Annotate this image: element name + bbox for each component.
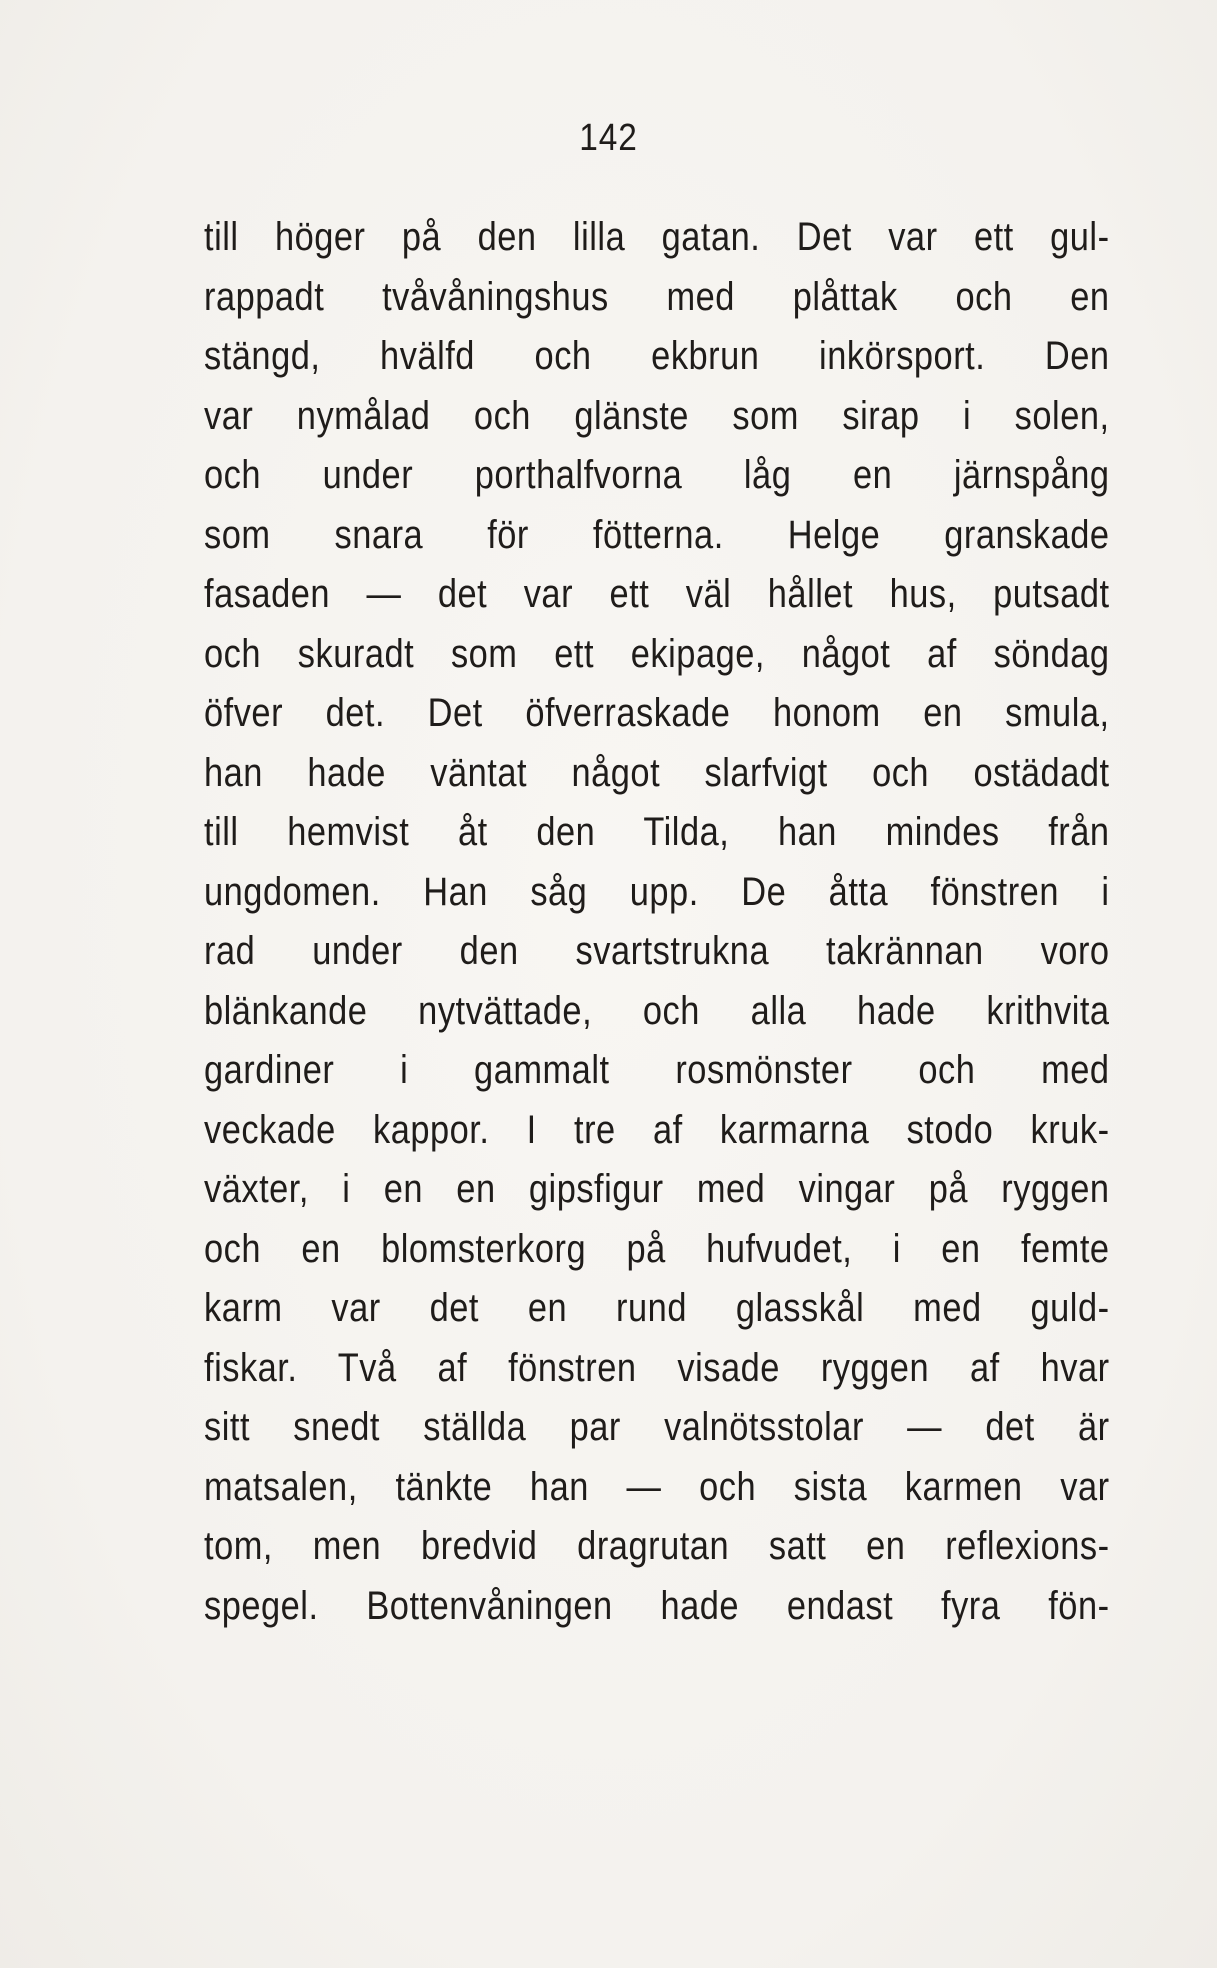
- text-line: till hemvist åt den Tilda, han mindes från: [204, 810, 1110, 854]
- text-line: tom, men bredvid dragrutan satt en reflexions-: [204, 1524, 1110, 1568]
- page-number: 142: [579, 117, 638, 159]
- text-line: blänkande nytvättade, och alla hade krithvita: [204, 988, 1110, 1033]
- text-line: till höger på den lilla gatan. Det var ett gul-: [204, 215, 1110, 259]
- text-line: fasaden — det var ett väl hållet hus, putsadt: [204, 572, 1110, 616]
- text-line: spegel. Bottenvåningen hade endast fyra fön-: [204, 1583, 1110, 1628]
- text-line: ungdomen. Han såg upp. De åtta fönstren i: [204, 869, 1110, 914]
- text-line: öfver det. Det öfverraskade honom en smula,: [204, 691, 1110, 735]
- body-text: [204, 208, 1110, 1636]
- text-line: och under porthalfvorna låg en järnspång: [204, 453, 1110, 497]
- text-line: karm var det en rund glasskål med guld-: [204, 1286, 1110, 1330]
- text-line: var nymålad och glänste som sirap i solen,: [204, 393, 1110, 438]
- text-line: gardiner i gammalt rosmönster och med: [204, 1048, 1110, 1092]
- text-line: veckade kappor. I tre af karmarna stodo kruk-: [204, 1107, 1110, 1152]
- text-line: stängd, hvälfd och ekbrun inkörsport. Den: [204, 334, 1110, 378]
- text-line: rad under den svartstrukna takrännan voro: [204, 929, 1110, 973]
- text-line: han hade väntat något slarfvigt och ostädadt: [204, 750, 1110, 795]
- text-line: matsalen, tänkte han — och sista karmen var: [204, 1464, 1110, 1509]
- text-line: sitt snedt ställda par valnötsstolar — det är: [204, 1405, 1110, 1449]
- text-line: rappadt tvåvåningshus med plåttak och en: [204, 274, 1110, 319]
- text-line: och en blomsterkorg på hufvudet, i en femte: [204, 1226, 1110, 1271]
- text-line: fiskar. Två af fönstren visade ryggen af hvar: [204, 1345, 1110, 1390]
- text-line: som snara för fötterna. Helge granskade: [204, 512, 1110, 557]
- text-line: och skuradt som ett ekipage, något af söndag: [204, 631, 1110, 676]
- text-line: växter, i en en gipsfigur med vingar på ryggen: [204, 1167, 1110, 1211]
